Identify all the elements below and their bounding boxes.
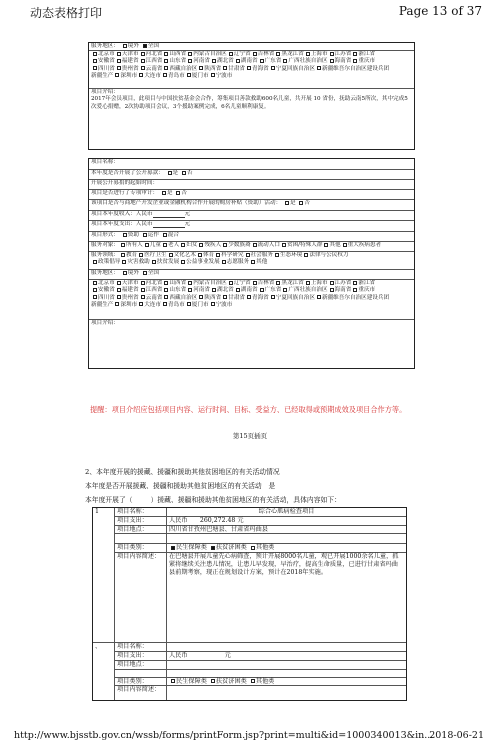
insert-page-number: 第15页插页 — [232, 432, 268, 440]
empty-cell — [167, 686, 406, 700]
checkbox[interactable] — [271, 295, 275, 299]
checkbox[interactable] — [222, 260, 226, 264]
field-label: 项目名称： — [115, 508, 167, 517]
checkbox[interactable] — [139, 73, 143, 77]
checkbox[interactable] — [164, 59, 168, 63]
option-label: 生态环境 — [279, 252, 303, 258]
option-label: 深圳市 — [120, 301, 138, 308]
field-label: 项目内容简述： — [115, 553, 167, 643]
intro-row: 项目介绍： 2017年会员项目，此项目与中国扶贫基金会合作，筹集项目善款救助600名儿童，共开展 10 省份，抚助云南5所次，其中完成5次爱心捐赠，2次协助项目会议，3个援助案例完成，6名儿童顺利康复。 — [91, 89, 408, 110]
checkbox[interactable] — [271, 66, 275, 70]
option-label: 广西壮族自治区 — [288, 287, 328, 294]
audit-row: 项目是否进行了专项审计： 是 否 — [89, 190, 414, 200]
option-label: 大连市 — [144, 301, 161, 308]
checkbox[interactable] — [211, 73, 215, 77]
option-label: 安徽省 — [98, 287, 115, 294]
option-label: 河北省 — [145, 51, 163, 57]
checkbox[interactable] — [117, 281, 121, 285]
checkbox[interactable] — [168, 171, 172, 175]
income-field[interactable] — [153, 212, 185, 218]
option-label: 政策倡导 — [98, 259, 121, 266]
checkbox[interactable] — [223, 295, 227, 299]
checkbox[interactable] — [306, 52, 310, 56]
option-label: 广东省 — [264, 287, 282, 294]
top-form-box — [88, 42, 415, 150]
activity-table — [92, 507, 407, 701]
checkbox[interactable] — [229, 281, 233, 285]
checkbox[interactable] — [163, 243, 167, 247]
row-number: 、 — [93, 643, 115, 700]
option-label: 江西省 — [145, 58, 163, 65]
option-label: 青岛市 — [167, 72, 185, 79]
checkbox[interactable] — [199, 243, 203, 247]
field-label: 项目支出： — [115, 517, 167, 526]
expense-row: 项目本年度支出：人民币 元 — [89, 221, 414, 232]
option-label: 重庆市 — [358, 287, 376, 294]
option-label: 云南省 — [145, 65, 163, 72]
option-label: 灾害救助 — [127, 259, 150, 266]
option-label: 黑龙江省 — [281, 280, 304, 286]
checkbox[interactable] — [164, 295, 168, 299]
option-label: 吉林省 — [257, 280, 275, 286]
field-label: 项目地点： — [115, 661, 167, 670]
empty-cell — [167, 643, 406, 652]
checkbox-checked[interactable] — [211, 546, 215, 550]
option-label: 北京市 — [98, 280, 115, 286]
province-line — [91, 302, 412, 309]
option-label: 山东省 — [169, 58, 187, 65]
option-label: 医疗卫生 — [144, 252, 167, 258]
option-label: 辽宁省 — [233, 51, 251, 57]
checkbox[interactable] — [229, 52, 233, 56]
option-label: 科学研究 — [221, 252, 244, 258]
section-question-2a: 本年度是否开展援藏、援疆和援助其他贫困地区的有关活动 是 — [85, 482, 276, 490]
service-area-row: 服务地区： 境外 全国 — [89, 43, 414, 51]
activity-row-2 — [93, 643, 406, 700]
checkbox[interactable] — [353, 288, 357, 292]
option-label: 儿童 — [149, 242, 161, 248]
checkbox[interactable] — [317, 66, 321, 70]
option-label: 河南省 — [193, 287, 210, 294]
option-label: 深圳市 — [120, 72, 138, 79]
option-label: 甘肃省 — [228, 294, 245, 301]
checkbox[interactable] — [121, 243, 125, 247]
option-label: 教育 — [125, 252, 138, 258]
checkbox[interactable] — [187, 302, 191, 306]
option-label: 上海市 — [310, 280, 328, 286]
checkbox[interactable] — [236, 288, 240, 292]
checkbox[interactable] — [188, 59, 192, 63]
option-label: 新疆维吾尔自治区 — [321, 65, 367, 72]
option-label: 公益事业发展 — [186, 259, 220, 266]
option-label: 陕西省 — [204, 294, 222, 301]
option-label: 海南省 — [334, 58, 352, 65]
checkbox[interactable] — [330, 288, 334, 292]
checkbox[interactable] — [117, 66, 121, 70]
field-label: 项目类别： — [115, 544, 167, 553]
row-number: 1 — [93, 508, 115, 643]
option-label: 内蒙古自治区 — [193, 280, 227, 286]
target-options — [119, 242, 381, 248]
option-label: 江苏省 — [334, 51, 352, 57]
option-label: 湖北省 — [216, 58, 234, 65]
option-label: 残疾人 — [204, 242, 222, 248]
checkbox[interactable] — [115, 73, 119, 77]
checkbox[interactable] — [164, 66, 168, 70]
checkbox[interactable] — [139, 302, 143, 306]
option-label: 山西省 — [169, 51, 187, 57]
intro-text: 2017年会员项目，此项目与中国扶贫基金会合作，筹集项目善款救助600名儿童，共开展 10 省份，抚助云南5所次，其中完成5次爱心捐赠，2次协助项目会议，3个援助案例完成，6名儿童顺利康复。 — [91, 96, 408, 110]
checkbox[interactable] — [141, 66, 145, 70]
project-name-row: 项目名称： — [89, 159, 414, 170]
spacer-cell — [167, 670, 406, 678]
checkbox[interactable] — [353, 52, 357, 56]
checkbox[interactable] — [182, 171, 186, 175]
option-label: 志愿服务 — [226, 259, 250, 266]
checkbox[interactable] — [123, 233, 127, 237]
checkbox[interactable] — [199, 295, 203, 299]
option-label: 广西壮族自治区 — [288, 58, 328, 65]
checkbox[interactable] — [139, 253, 143, 257]
option-label: 新疆维吾尔自治区 — [321, 294, 367, 301]
checkbox[interactable] — [181, 260, 185, 264]
option-label: 海南省 — [334, 287, 352, 294]
checkbox[interactable] — [117, 52, 121, 56]
location-value: 四川省甘孜州巴塘县、甘肃省玛曲县 — [167, 526, 406, 535]
expense-field[interactable] — [153, 222, 185, 228]
checkbox[interactable] — [306, 281, 310, 285]
pub-start-row: 开展公开募捐的起始时间： — [89, 180, 414, 190]
option-label: 宁波市 — [215, 301, 233, 308]
checkbox[interactable] — [188, 281, 192, 285]
option-label: 贵州省 — [121, 65, 139, 72]
option-label: 山东省 — [169, 287, 187, 294]
checkbox[interactable] — [141, 281, 145, 285]
checkbox[interactable] — [93, 281, 97, 285]
checkbox[interactable] — [246, 253, 250, 257]
option-label: 福建省 — [121, 287, 139, 294]
checkbox[interactable] — [260, 288, 264, 292]
checkbox[interactable] — [117, 288, 121, 292]
checkbox[interactable] — [251, 260, 255, 264]
option-label: 体育 — [202, 252, 215, 258]
checkbox[interactable] — [253, 52, 257, 56]
field-options — [119, 252, 349, 258]
field-row: 服务领域： 教育 医疗卫生 文化艺术 体育 科学研究 社会服务 生态环境 法律与公民权力 政策倡导 灾害救助 扶贫发展 公益事业发展 志愿服务 其他 — [89, 252, 414, 270]
checkbox[interactable] — [285, 201, 289, 205]
option-label: 重庆市 — [358, 58, 376, 65]
field-label: 项目类别： — [115, 678, 167, 687]
option-label: 其他 — [256, 259, 268, 266]
option-label: 老人 — [167, 242, 180, 248]
public-fundraise-row: 本年度是否开展了公开募款： 是 否 — [89, 170, 414, 180]
section-question-3: 本年度开展了（ ）援藏、援疆和援助其他贫困地区的有关活动，具体内容如下： — [85, 496, 341, 504]
option-label: 河北省 — [145, 280, 163, 286]
checkbox[interactable] — [176, 191, 180, 195]
option-label: 法律与公民权力 — [309, 252, 349, 258]
checkbox[interactable] — [187, 73, 191, 77]
checkbox[interactable] — [162, 191, 166, 195]
checkbox[interactable] — [143, 271, 147, 275]
section-question-2: 2、本年度开展的援藏、援疆和援助其他贫困地区的有关活动情况 — [85, 468, 280, 476]
option-label: 西藏自治区 — [169, 294, 198, 301]
option-label: 四川省 — [98, 294, 115, 301]
option-label: 其他 — [329, 242, 341, 248]
project-form-row: 项目形式： 资助 运作 混合 — [89, 232, 414, 242]
checkbox[interactable] — [212, 288, 216, 292]
option-label: 新疆生产 — [91, 72, 114, 79]
checkbox[interactable] — [93, 66, 97, 70]
checkbox[interactable] — [330, 59, 334, 63]
checkbox[interactable] — [330, 281, 334, 285]
option-label: 江苏省 — [334, 280, 352, 286]
checkbox[interactable] — [353, 59, 357, 63]
checkbox[interactable] — [216, 253, 220, 257]
checkbox[interactable] — [299, 201, 303, 205]
option-label: 厦门市 — [191, 301, 209, 308]
checkbox[interactable] — [143, 233, 147, 237]
option-label: 辽宁省 — [233, 280, 251, 286]
province-line — [91, 73, 412, 80]
checkbox[interactable] — [223, 243, 227, 247]
option-label: 天津市 — [121, 280, 139, 286]
option-label: 妇女 — [186, 242, 198, 248]
field-label: 项目支出： — [115, 652, 167, 661]
activity-row-1 — [93, 508, 406, 643]
checkbox[interactable] — [275, 253, 279, 257]
expense-value: 人民币 元 — [167, 652, 406, 661]
checkbox[interactable] — [330, 52, 334, 56]
checkbox[interactable] — [324, 243, 328, 247]
checkbox[interactable] — [122, 260, 126, 264]
footer-url: http://www.bjsstb.gov.cn/wssb/forms/printForm.jsp?print=multi&id=1000340013&in... — [14, 730, 434, 741]
option-label: 重大疾病患者 — [347, 242, 382, 248]
option-label: 安徽省 — [98, 58, 115, 65]
option-label: 浙江省 — [358, 280, 376, 286]
option-label: 建设兵团 — [366, 65, 390, 72]
checkbox[interactable] — [121, 253, 125, 257]
option-label: 青岛市 — [167, 301, 185, 308]
option-label: 西藏自治区 — [169, 65, 198, 72]
option-label: 河南省 — [193, 58, 210, 65]
province-list-2 — [89, 280, 414, 320]
expense-value: 人民币 260,272.48 元 — [167, 517, 406, 526]
option-label: 上海市 — [310, 51, 328, 57]
spacer-cell — [115, 670, 167, 678]
option-label: 福建省 — [121, 58, 139, 65]
answer-text: 是 — [268, 482, 276, 490]
field-options — [91, 259, 267, 265]
spacer-cell — [167, 534, 406, 544]
checkbox[interactable] — [141, 52, 145, 56]
option-label: 北京市 — [98, 51, 115, 57]
province-line — [91, 66, 412, 73]
option-label: 湖南省 — [240, 287, 258, 294]
option-label: 大连市 — [144, 72, 161, 79]
checkbox-checked[interactable] — [143, 44, 147, 48]
checkbox[interactable] — [93, 260, 97, 264]
checkbox[interactable] — [251, 546, 255, 550]
checkbox[interactable] — [169, 253, 173, 257]
checkbox[interactable] — [145, 243, 149, 247]
spacer-cell — [115, 534, 167, 544]
checkbox[interactable] — [123, 271, 127, 275]
option-label: 甘肃省 — [228, 65, 245, 72]
housing-subsidy-row: 该项目是否与商地产开发企业或金融机构合作开展的购房补贴（资助）活动： 是 否 — [89, 200, 414, 211]
checkbox[interactable] — [171, 679, 175, 683]
checkbox[interactable] — [317, 295, 321, 299]
checkbox[interactable] — [236, 59, 240, 63]
income-row: 项目本年度收入：人民币 元 — [89, 211, 414, 221]
field-label: 项目地点： — [115, 526, 167, 535]
checkbox[interactable] — [211, 679, 215, 683]
checkbox[interactable] — [253, 281, 257, 285]
option-label: 宁波市 — [215, 72, 233, 79]
checkbox[interactable] — [163, 73, 167, 77]
checkbox[interactable] — [199, 66, 203, 70]
mid-form-box — [88, 158, 415, 369]
checkbox[interactable] — [253, 243, 257, 247]
checkbox[interactable] — [141, 59, 145, 63]
checkbox[interactable] — [251, 679, 255, 683]
option-label: 青海省 — [251, 294, 269, 301]
checkbox[interactable] — [276, 52, 280, 56]
checkbox[interactable] — [283, 288, 287, 292]
content-text: 在巴塘县开展儿童先心病筛查，预计开展8000名儿童，观已开展1000余名儿童，抓紧将继续关注患儿情况，让患儿早发现，早治疗，提高生命质量，已进行甘肃省玛曲县前期考察，现正在规划设计方案，预计在2018年实施。 — [167, 553, 406, 643]
print-title: 动态表格打印 — [30, 6, 103, 20]
option-label: 宁夏回族自治区 — [275, 65, 315, 72]
page-indicator: Page 13 of 37 — [398, 4, 482, 18]
checkbox[interactable] — [304, 253, 308, 257]
checkbox[interactable] — [163, 233, 167, 237]
checkbox[interactable] — [93, 288, 97, 292]
type-options: 民生保障类 扶贫济困类 其他类 — [167, 678, 406, 687]
option-label: 青海省 — [251, 65, 269, 72]
checkbox[interactable] — [164, 288, 168, 292]
option-label: 四川省 — [98, 65, 115, 72]
option-label: 宁夏回族自治区 — [275, 294, 315, 301]
province-line — [91, 295, 412, 302]
reminder-note: 提醒：项目介绍应包括项目内容、运行时间、目标、受益方、已经取得或预期成效及项目合作方等。 — [90, 405, 407, 414]
option-label: 广东省 — [264, 58, 282, 65]
option-label: 所有人 — [125, 242, 143, 248]
option-label: 新疆生产 — [91, 301, 114, 308]
checkbox[interactable] — [181, 243, 185, 247]
checkbox[interactable] — [163, 302, 167, 306]
area-row: 服务地区： 境外 全国 — [89, 270, 414, 280]
option-label: 贫困/特殊人群 — [286, 242, 323, 248]
checkbox[interactable] — [164, 281, 168, 285]
option-label: 湖北省 — [216, 287, 234, 294]
field-label: 项目名称： — [115, 643, 167, 652]
checkbox[interactable] — [141, 295, 145, 299]
field-label: 项目内容简述： — [115, 686, 167, 700]
checkbox[interactable] — [152, 260, 156, 264]
checkbox[interactable] — [247, 295, 251, 299]
checkbox[interactable] — [188, 288, 192, 292]
checkbox-checked[interactable] — [171, 546, 175, 550]
province-line — [91, 58, 412, 65]
checkbox[interactable] — [141, 288, 145, 292]
intro-row-2: 项目介绍： — [91, 320, 119, 326]
checkbox[interactable] — [115, 302, 119, 306]
checkbox[interactable] — [211, 302, 215, 306]
checkbox[interactable] — [260, 59, 264, 63]
checkbox[interactable] — [276, 281, 280, 285]
option-label: 浙江省 — [358, 51, 376, 57]
option-label: 建设兵团 — [366, 294, 390, 301]
province-line — [91, 287, 412, 294]
checkbox[interactable] — [123, 44, 127, 48]
checkbox[interactable] — [93, 52, 97, 56]
option-label: 厦门市 — [191, 72, 209, 79]
province-list — [89, 51, 414, 89]
option-label: 文化艺术 — [173, 252, 196, 258]
option-label: 云南省 — [145, 294, 163, 301]
option-label: 社会服务 — [250, 252, 273, 258]
option-label: 陕西省 — [204, 65, 222, 72]
option-label: 扶贫发展 — [156, 259, 180, 266]
checkbox[interactable] — [283, 59, 287, 63]
checkbox[interactable] — [353, 281, 357, 285]
checkbox[interactable] — [188, 52, 192, 56]
option-label: 吉林省 — [257, 51, 275, 57]
checkbox[interactable] — [93, 59, 97, 63]
checkbox[interactable] — [212, 59, 216, 63]
target-row: 服务对象： 所有人 儿童 老人 妇女 残疾人 少数族裔 流动人口 贫困/特殊人群 其他 重大疾病患者 — [89, 242, 414, 252]
option-label: 少数族裔 — [228, 242, 251, 248]
option-label: 流动人口 — [257, 242, 280, 248]
option-label: 天津市 — [121, 51, 139, 57]
checkbox[interactable] — [93, 295, 97, 299]
checkbox[interactable] — [223, 66, 227, 70]
footer-date: 2018-06-21 — [429, 730, 484, 741]
option-label: 贵州省 — [121, 294, 139, 301]
checkbox[interactable] — [343, 243, 347, 247]
option-label: 山西省 — [169, 280, 187, 286]
empty-cell — [167, 661, 406, 670]
checkbox[interactable] — [247, 66, 251, 70]
checkbox[interactable] — [164, 52, 168, 56]
option-label: 内蒙古自治区 — [193, 51, 227, 57]
type-options: 民生保障类 扶贫济困类 其他类 — [167, 544, 406, 553]
option-label: 湖南省 — [240, 58, 258, 65]
option-label: 黑龙江省 — [281, 51, 304, 57]
option-label: 江西省 — [145, 287, 163, 294]
checkbox[interactable] — [198, 253, 202, 257]
checkbox[interactable] — [282, 243, 286, 247]
project-title: 综合心肌病检查项目 — [167, 508, 406, 517]
checkbox[interactable] — [117, 59, 121, 63]
checkbox[interactable] — [117, 295, 121, 299]
